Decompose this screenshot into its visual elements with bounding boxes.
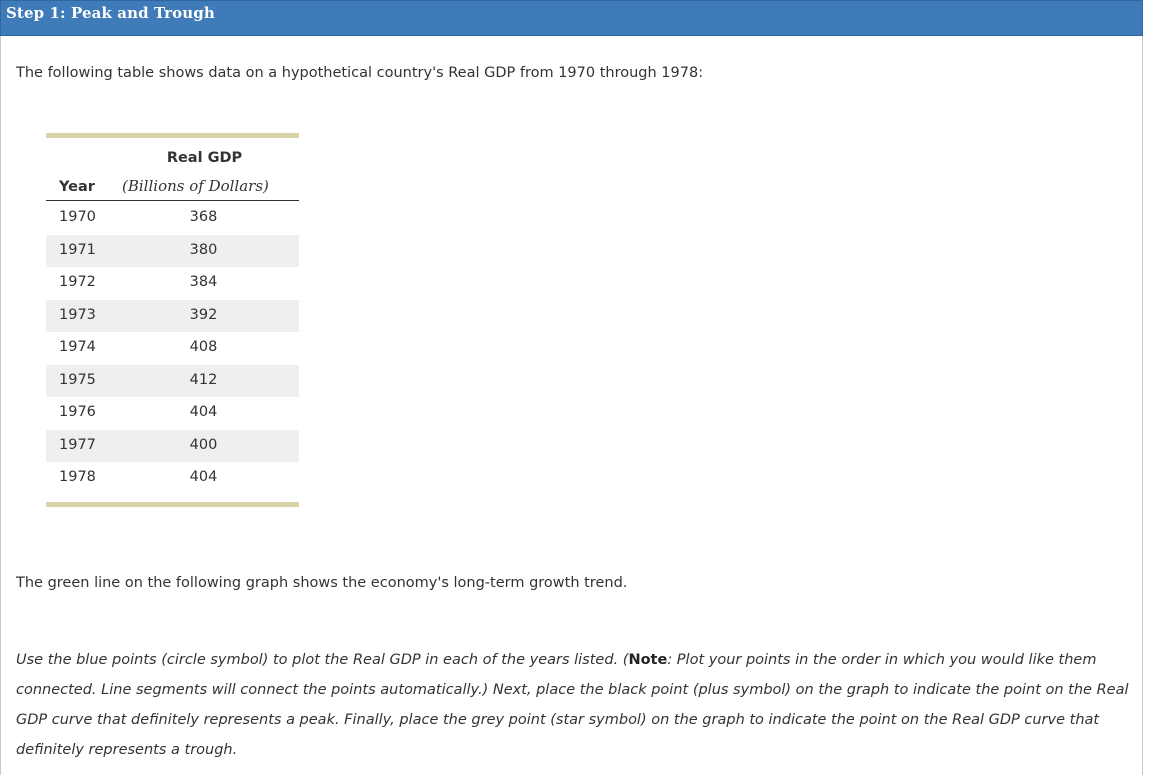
cell-year: 1977	[59, 436, 96, 453]
cell-year: 1971	[59, 241, 96, 258]
table-row	[46, 365, 299, 398]
cell-year: 1975	[59, 371, 96, 388]
table-row	[46, 235, 299, 268]
graph-note-text: The green line on the following graph shows the economy's long-term growth trend.	[16, 575, 628, 591]
table-body	[46, 202, 299, 495]
step-header	[0, 0, 1143, 36]
cell-real-gdp: 408	[189, 339, 218, 355]
header-real-gdp: Real GDP	[166, 150, 243, 166]
table-row	[46, 267, 299, 300]
intro-text: The following table shows data on a hypothetical country's Real GDP from 1970 through 1978:	[16, 65, 704, 81]
cell-year: 1970	[59, 209, 96, 225]
table-row	[46, 397, 299, 430]
cell-year: 1976	[59, 404, 96, 420]
cell-real-gdp: 412	[189, 371, 218, 388]
note-label: Note	[628, 652, 668, 668]
header-divider	[46, 200, 299, 201]
instructions-part-2: : Plot your points in the order in which you would like them connected. Line segments will connect the points automatically.) Next, place the black point (plus symbol) on the graph to indicate the point on the Real GDP curve that definitely represents a peak. Finally, place the grey point (star symbol) on the graph to indicate the point on the Real GDP curve that definitely represents a trough.	[16, 652, 1129, 758]
step-title: Step 1: Peak and Trough	[6, 4, 215, 22]
table-row	[46, 462, 299, 495]
table-bottom-rule	[46, 502, 299, 507]
cell-real-gdp: 404	[189, 469, 218, 485]
table-row	[46, 300, 299, 333]
cell-year: 1978	[59, 469, 96, 485]
cell-real-gdp: 400	[189, 436, 218, 453]
header-year: Year	[59, 179, 95, 195]
cell-real-gdp: 404	[189, 404, 218, 420]
table-row	[46, 202, 299, 235]
table-row	[46, 430, 299, 463]
cell-year: 1972	[59, 274, 96, 290]
table-top-rule	[46, 133, 299, 138]
cell-real-gdp: 392	[189, 306, 218, 323]
cell-real-gdp: 384	[189, 274, 218, 290]
table-row	[46, 332, 299, 365]
cell-year: 1973	[59, 306, 96, 323]
cell-real-gdp: 380	[189, 241, 218, 258]
cell-year: 1974	[59, 339, 96, 355]
instructions-part-1: Use the blue points (circle symbol) to plot the Real GDP in each of the years listed. (	[16, 652, 629, 668]
cell-real-gdp: 368	[189, 209, 218, 225]
header-units: (Billions of Dollars)	[122, 177, 269, 195]
instructions-text	[16, 645, 1134, 765]
